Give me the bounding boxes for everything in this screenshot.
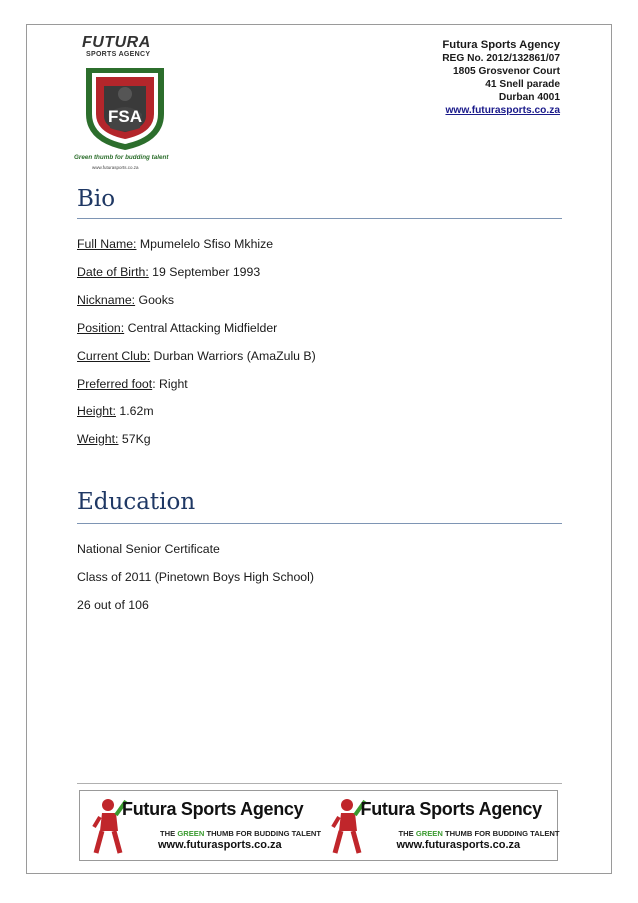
field-label: Nickname: xyxy=(77,293,136,307)
field-value: 1.62m xyxy=(115,404,154,418)
field-weight xyxy=(77,432,151,446)
banner-agency-name: Futura Sports Agency xyxy=(360,799,542,819)
banner-tag-green: GREEN xyxy=(177,829,205,838)
shield-icon xyxy=(82,64,168,152)
field-value: Gooks xyxy=(135,293,175,307)
field-full-name xyxy=(77,237,273,251)
banner-url: www.futurasports.co.za xyxy=(158,839,282,851)
field-value: 57Kg xyxy=(118,432,151,446)
address-line-3: Durban 4001 xyxy=(498,92,560,103)
logo-wordmark-sub: SPORTS AGENCY xyxy=(86,51,151,58)
footer-banner xyxy=(79,790,558,861)
education-line: National Senior Certificate xyxy=(77,542,220,556)
company-name: Futura Sports Agency xyxy=(442,39,560,51)
address-line-1: 1805 Grosvenor Court xyxy=(452,66,560,77)
logo-tagline: Green thumb for budding talent xyxy=(74,154,169,161)
education-line: 26 out of 106 xyxy=(77,598,149,612)
field-current-club xyxy=(77,349,316,363)
field-label: Preferred foot xyxy=(77,377,153,391)
field-date-of-birth xyxy=(77,265,260,279)
logo-url: www.futurasports.co.za xyxy=(92,165,139,170)
banner-agency-name: Futura Sports Agency xyxy=(122,799,304,819)
bio-heading: Bio xyxy=(77,186,116,212)
field-position xyxy=(77,321,277,335)
banner-url: www.futurasports.co.za xyxy=(396,839,521,851)
education-heading-rule xyxy=(77,523,562,524)
field-label: Current Club: xyxy=(77,349,151,363)
banner-tag-post: THUMB FOR BUDDING TALENT xyxy=(204,829,322,838)
banner-right xyxy=(319,791,558,860)
field-value: : Right xyxy=(152,377,188,391)
logo-wordmark: FUTURA xyxy=(82,34,151,51)
field-value: 19 September 1993 xyxy=(148,265,261,279)
field-preferred-foot xyxy=(77,377,188,391)
banner-tag-post: THUMB FOR BUDDING TALENT xyxy=(442,829,560,838)
field-label: Height: xyxy=(77,404,116,418)
field-label: Full Name: xyxy=(77,237,137,251)
agency-logo xyxy=(74,34,174,174)
field-nickname xyxy=(77,293,174,307)
company-address xyxy=(442,39,560,117)
banner-tag-pre: THE xyxy=(160,829,178,838)
banner-left xyxy=(80,791,322,860)
bio-heading-rule xyxy=(77,218,562,219)
company-website-link[interactable]: www.futurasports.co.za xyxy=(445,105,560,116)
education-line: Class of 2011 (Pinetown Boys High School) xyxy=(77,570,314,584)
banner-tagline xyxy=(160,829,321,838)
field-label: Weight: xyxy=(77,432,119,446)
logo-initials: FSA xyxy=(108,107,142,126)
banner-tagline xyxy=(399,829,560,838)
banner-tag-green: GREEN xyxy=(415,829,443,838)
field-height xyxy=(77,404,154,418)
field-label: Date of Birth: xyxy=(77,265,149,279)
field-value: Durban Warriors (AmaZulu B) xyxy=(150,349,316,363)
education-heading: Education xyxy=(77,489,196,515)
field-label: Position: xyxy=(77,321,125,335)
footer-rule xyxy=(77,783,562,784)
field-value: Mpumelelo Sfiso Mkhize xyxy=(136,237,274,251)
field-value: Central Attacking Midfielder xyxy=(124,321,278,335)
company-reg: REG No. 2012/132861/07 xyxy=(442,53,560,64)
banner-tag-pre: THE xyxy=(398,829,416,838)
address-line-2: 41 Snell parade xyxy=(485,79,560,90)
